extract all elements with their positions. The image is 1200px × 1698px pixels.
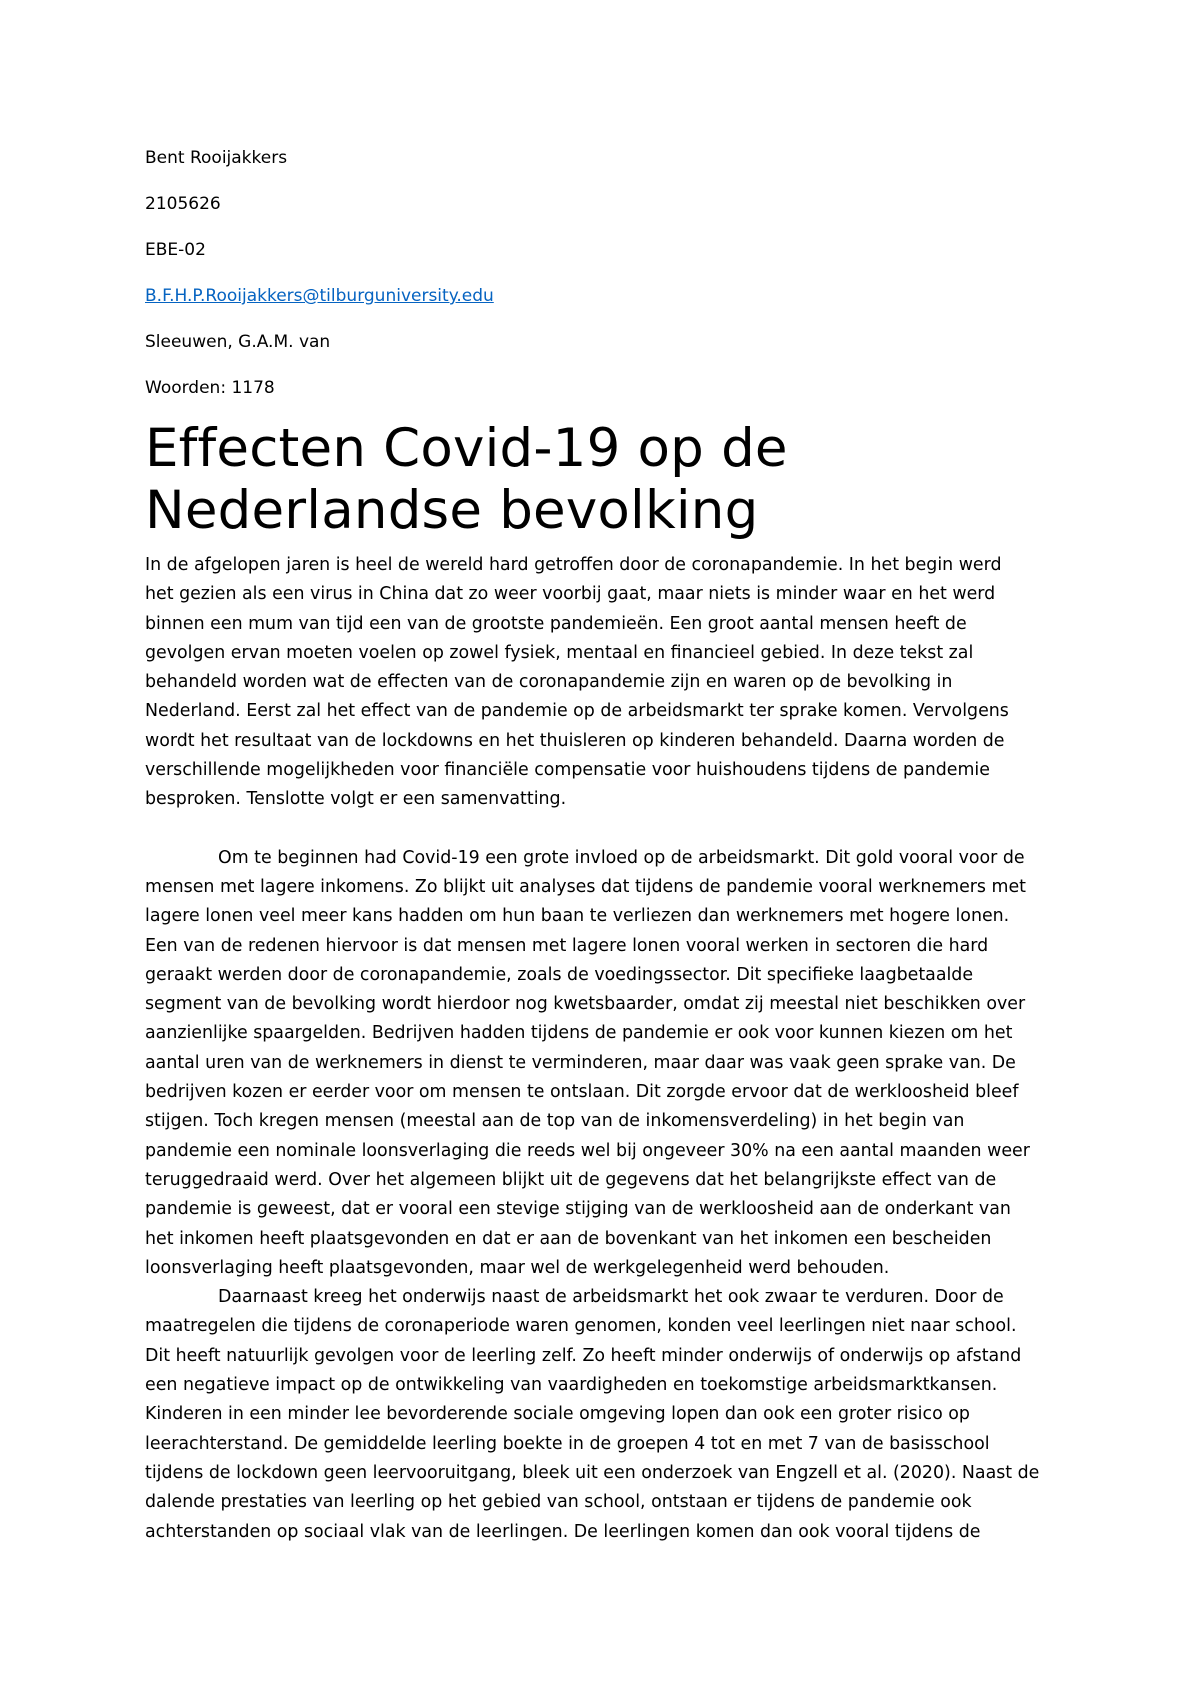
text-line: teruggedraaid werd. Over het algemeen blijkt uit de gegevens dat het belangrijkste effect van de	[145, 1169, 997, 1190]
text-line: stijgen. Toch kregen mensen (meestal aan de top van de inkomensverdeling) in het begin van	[145, 1111, 965, 1132]
text-line: mensen met lagere inkomens. Zo blijkt uit analyses dat tijdens de pandemie vooral werknemers met	[145, 876, 1026, 897]
text-line: leerachterstand. De gemiddelde leerling boekte in de groepen 4 tot en met 7 van de basisschool	[145, 1433, 990, 1454]
text-line: behandeld worden wat de effecten van de coronapandemie zijn en waren op de bevolking in	[145, 672, 953, 693]
text-line: aantal uren van de werknemers in dienst te verminderen, maar daar was vaak geen sprake van. De	[145, 1052, 1016, 1073]
text-line: pandemie een nominale loonsverlaging die reeds wel bij ongeveer 30% na een aantal maanden weer	[145, 1140, 1030, 1161]
text-line: besproken. Tenslotte volgt er een samenvatting.	[145, 789, 567, 810]
text-line: Dit heeft natuurlijk gevolgen voor de leerling zelf. Zo heeft minder onderwijs of onderwijs op afstand	[145, 1345, 1022, 1366]
text-line: Om te beginnen had Covid-19 een grote invloed op de arbeidsmarkt. Dit gold vooral voor de	[218, 847, 1025, 868]
text-line: In de afgelopen jaren is heel de wereld hard getroffen door de coronapandemie. In het begin werd	[145, 555, 1002, 575]
text-line: dalende prestaties van leerling op het gebied van school, ontstaan er tijdens de pandemie ook	[145, 1492, 972, 1513]
author-name: Bent Rooijakkers	[145, 148, 288, 168]
word-count: Woorden: 1178	[145, 378, 275, 398]
text-line: loonsverlaging heeft plaatsgevonden, maar wel de werkgelegenheid werd behouden.	[145, 1257, 890, 1278]
teacher-name: Sleeuwen, G.A.M. van	[145, 332, 331, 352]
text-line: Nederland. Eerst zal het effect van de pandemie op de arbeidsmarkt ter sprake komen. Vervolgens	[145, 701, 1009, 722]
paragraph-intro	[145, 551, 1060, 815]
text-line: Daarnaast kreeg het onderwijs naast de arbeidsmarkt het ook zwaar te verduren. Door de	[218, 1287, 1004, 1308]
text-line: Een van de redenen hiervoor is dat mensen met lagere lonen vooral werken in sectoren die hard	[145, 935, 989, 956]
text-line: wordt het resultaat van de lockdowns en het thuisleren op kinderen behandeld. Daarna worden de	[145, 730, 1005, 751]
text-line: achterstanden op sociaal vlak van de leerlingen. De leerlingen komen dan ook vooral tijdens de	[145, 1521, 981, 1542]
group-code: EBE-02	[145, 240, 206, 260]
title-line-2: Nederlandse bevolking	[145, 480, 759, 541]
document-title	[145, 418, 1060, 542]
email-line	[145, 285, 494, 307]
text-line: het gezien als een virus in China dat zo weer voorbij gaat, maar niets is minder waar en het werd	[145, 584, 996, 605]
text-line: geraakt werden door de coronapandemie, zoals de voedingssector. Dit specifieke laagbetaalde	[145, 964, 974, 985]
text-line: tijdens de lockdown geen leervooruitgang, bleek uit een onderzoek van Engzell et al. (2020). Naast de	[145, 1462, 1040, 1483]
text-line: pandemie is geweest, dat er vooral een stevige stijging van de werkloosheid aan de onderkant van	[145, 1199, 1011, 1220]
body-text	[145, 551, 1060, 1547]
paragraph-spacer	[145, 815, 1060, 844]
text-line: aanzienlijke spaargelden. Bedrijven hadden tijdens de pandemie er ook voor kunnen kiezen om het	[145, 1023, 1013, 1044]
text-line: gevolgen ervan moeten voelen op zowel fysiek, mentaal en financieel gebied. In deze tekst zal	[145, 642, 974, 663]
email-link[interactable]: B.F.H.P.Rooijakkers@tilburguniversity.edu	[145, 286, 494, 306]
text-line: verschillende mogelijkheden voor financiële compensatie voor huishoudens tijdens de pandemie	[145, 760, 990, 781]
text-line: lagere lonen veel meer kans hadden om hun baan te verliezen dan werknemers met hogere lonen.	[145, 906, 1010, 927]
title-line-1: Effecten Covid-19 op de	[145, 418, 788, 479]
text-line: een negatieve impact op de ontwikkeling van vaardigheden en toekomstige arbeidsmarktkansen.	[145, 1375, 998, 1396]
text-line: binnen een mum van tijd een van de grootste pandemieën. Een groot aantal mensen heeft de	[145, 613, 967, 634]
text-line: segment van de bevolking wordt hierdoor nog kwetsbaarder, omdat zij meestal niet beschikken over	[145, 994, 1026, 1015]
paragraph-education	[145, 1283, 1060, 1547]
text-line: maatregelen die tijdens de coronaperiode waren genomen, konden veel leerlingen niet naar school.	[145, 1316, 1017, 1337]
text-line: Kinderen in een minder lee bevorderende sociale omgeving lopen dan ook een groter risico op	[145, 1404, 970, 1425]
text-line: bedrijven kozen er eerder voor om mensen te ontslaan. Dit zorgde ervoor dat de werkloosheid bleef	[145, 1082, 1019, 1103]
text-line: het inkomen heeft plaatsgevonden en dat er aan de bovenkant van het inkomen een bescheiden	[145, 1228, 992, 1249]
student-number: 2105626	[145, 194, 221, 214]
paragraph-labour-market	[145, 844, 1060, 1283]
